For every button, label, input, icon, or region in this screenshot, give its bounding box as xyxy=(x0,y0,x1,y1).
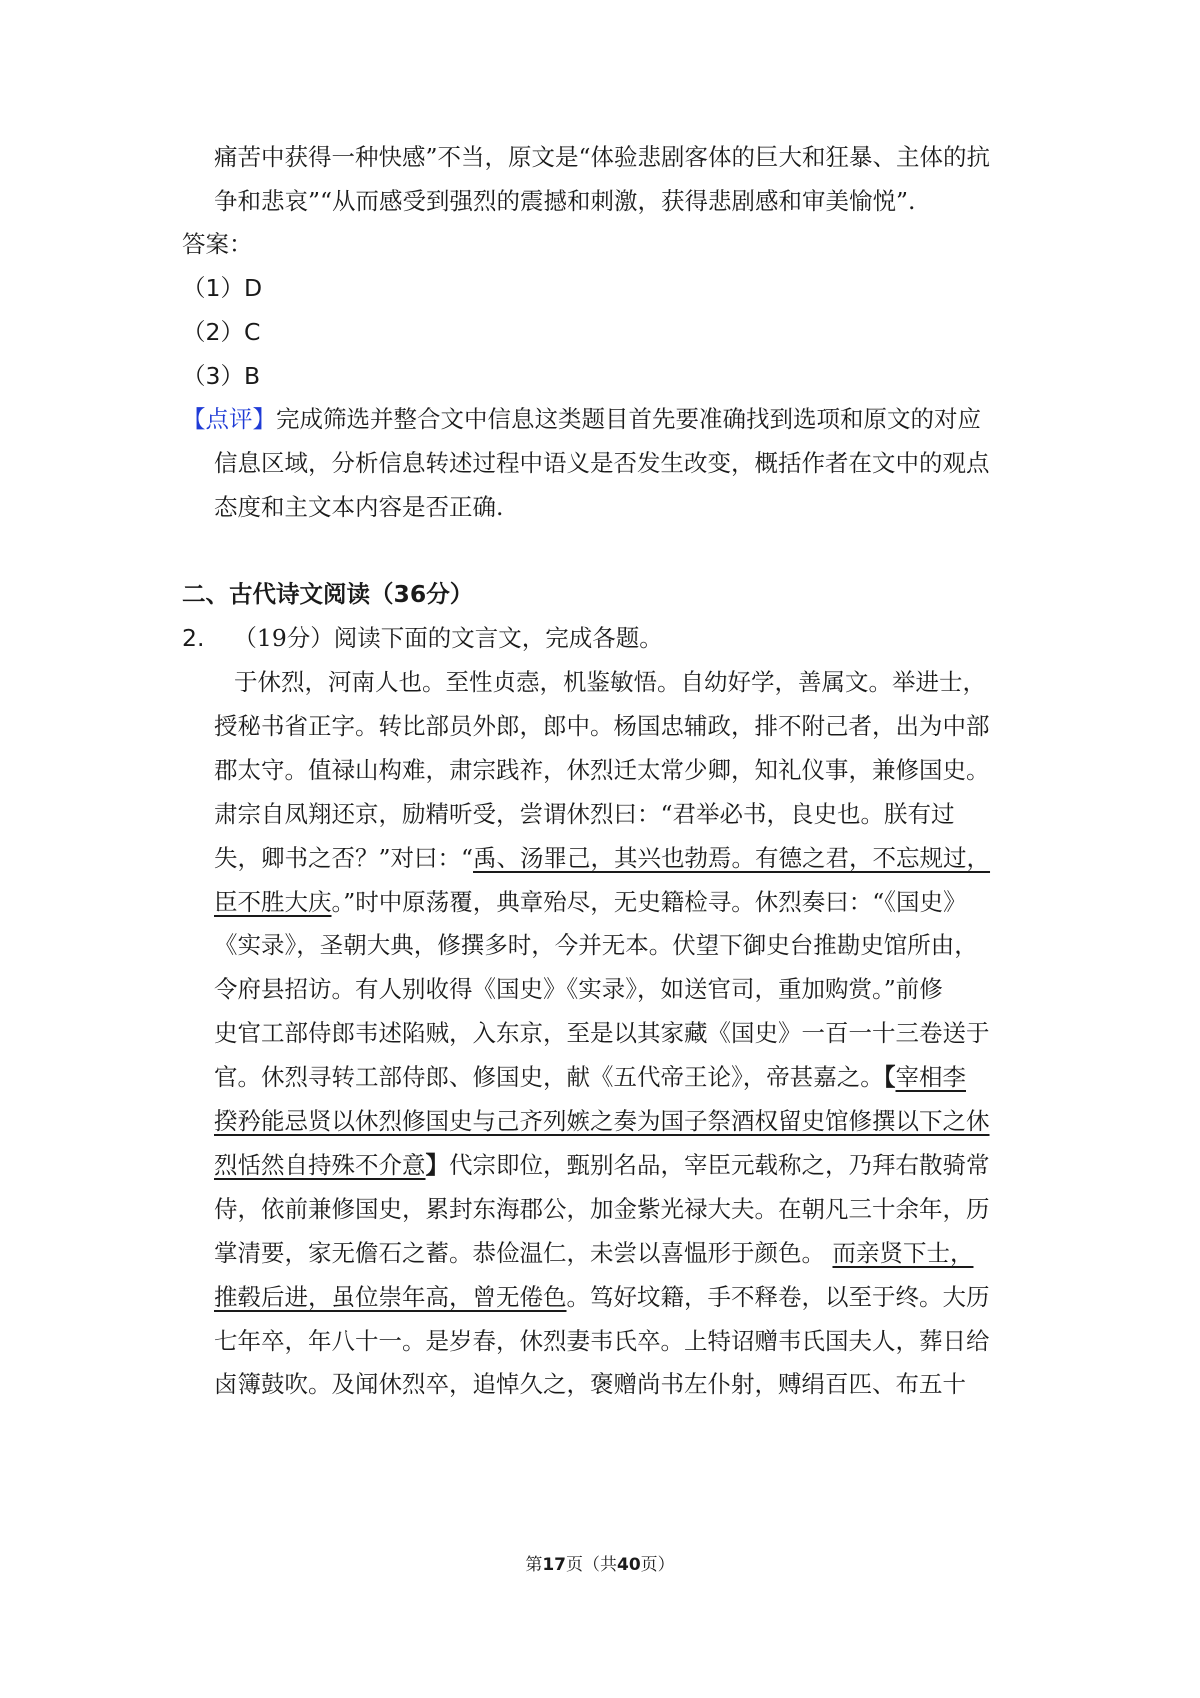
passage-line xyxy=(234,667,986,697)
passage-line xyxy=(214,1018,990,1048)
underlined-text: 禹、汤罪己，其兴也勃焉。有德之君，不忘规过， xyxy=(473,843,991,872)
passage-line xyxy=(214,1282,990,1312)
footer-suffix: 页） xyxy=(640,1555,675,1575)
underlined-text: 宰相李 xyxy=(895,1063,966,1092)
section-heading: 二、古代诗文阅读（36分） xyxy=(182,580,474,608)
comment-line: 态度和主文本内容是否正确. xyxy=(214,493,504,521)
passage-line xyxy=(214,1194,990,1224)
passage-text: 授秘书省正字。转比部员外郎，郎中。杨国忠辅政，排不附己者，出为中部 xyxy=(214,711,990,740)
passage-line xyxy=(214,799,955,829)
question-prompt: （19分）阅读下面的文言文，完成各题。 xyxy=(233,624,663,652)
passage-line xyxy=(214,843,990,873)
passage-text: 侍，依前兼修国史，累封东海郡公，加金紫光禄大夫。在朝凡三十余年，历 xyxy=(214,1194,990,1223)
passage-line xyxy=(214,1369,966,1399)
answer-item: （2）C xyxy=(182,318,261,346)
passage-line xyxy=(214,711,990,741)
passage-text: 卤簿鼓吹。及闻休烈卒，追悼久之，褒赠尚书左仆射，赙绢百匹、布五十 xyxy=(214,1370,966,1399)
passage-text: 掌清要，家无儋石之蓄。恭俭温仁，未尝以喜愠形于颜色。 xyxy=(214,1238,833,1267)
explanation-line: 痛苦中获得一种快感”不当，原文是“体验悲剧客体的巨大和狂暴、主体的抗 xyxy=(214,143,991,171)
footer-total-pages: 40 xyxy=(617,1555,641,1575)
passage-text: 史官工部侍郎韦述陷贼，入东京，至是以其家藏《国史》一百一十三卷送于 xyxy=(214,1019,990,1048)
question-number: 2. xyxy=(182,624,205,652)
passage-text: 七年卒，年八十一。是岁春，休烈妻韦氏卒。上特诏赠韦氏国夫人，葬日给 xyxy=(214,1326,990,1355)
bracket-mark: 【 xyxy=(883,1063,896,1092)
underlined-text: 推毂后进，虽位崇年高，曾无倦色 xyxy=(214,1282,567,1311)
page-footer xyxy=(0,1553,1200,1577)
passage-text: 代宗即位，甄别名品，宰臣元载称之，乃拜右散骑常 xyxy=(449,1150,990,1179)
answer-item: （3）B xyxy=(182,362,261,390)
underlined-text: 揆矜能忌贤以休烈修国史与己齐列嫉之奏为国子祭酒权留史馆修撰以下之休 xyxy=(214,1107,990,1135)
passage-line xyxy=(214,755,990,785)
question-header xyxy=(182,623,663,653)
passage-text: 官。休烈寻转工部侍郎、修国史，献《五代帝王论》，帝甚嘉之。 xyxy=(214,1063,884,1092)
underlined-text: 臣不胜大庆 xyxy=(214,887,332,916)
explanation-line: 争和悲哀”“从而感受到强烈的震撼和刺激，获得悲剧感和审美愉悦”. xyxy=(214,187,916,215)
comment-line xyxy=(182,404,981,434)
answer-label: 答案： xyxy=(182,230,253,258)
passage-text: 郡太守。值禄山构难，肃宗践祚，休烈迁太常少卿，知礼仪事，兼修国史。 xyxy=(214,755,990,784)
passage-text: 肃宗自凤翔还京，励精听受，尝谓休烈曰：“君举必书，良史也。朕有过 xyxy=(214,799,955,828)
passage-line xyxy=(214,1150,990,1180)
passage-line xyxy=(214,1326,990,1356)
passage-text: 《实录》，圣朝大典，修撰多时，今并无本。伏望下御史台推勘史馆所由， xyxy=(214,931,978,960)
comment-line: 信息区域，分析信息转述过程中语义是否发生改变，概括作者在文中的观点 xyxy=(214,449,990,477)
passage-text: 于休烈，河南人也。至性贞悫，机鉴敏悟。自幼好学，善属文。举进士， xyxy=(234,668,986,696)
footer-prefix: 第 xyxy=(525,1555,543,1575)
passage-text: 失，卿书之否？”对曰：“ xyxy=(214,843,474,872)
passage-line xyxy=(214,1106,990,1136)
comment-tag: 【点评】 xyxy=(182,405,276,433)
passage-line xyxy=(214,887,967,917)
footer-middle: 页（共 xyxy=(566,1555,617,1575)
passage-text: 。笃好坟籍，手不释卷，以至于终。大历 xyxy=(566,1282,990,1311)
underlined-text: 烈恬然自持殊不介意 xyxy=(214,1150,426,1179)
passage-line xyxy=(214,1062,966,1092)
passage-line xyxy=(214,974,943,1004)
passage-line xyxy=(214,1238,973,1268)
underlined-text: 而亲贤下士， xyxy=(832,1238,974,1267)
passage-text: 令府县招访。有人别收得《国史》《实录》，如送官司，重加购赏。”前修 xyxy=(214,975,943,1004)
footer-page-number: 17 xyxy=(542,1555,566,1575)
passage-text: 。”时中原荡覆，典章殆尽，无史籍检寻。休烈奏曰：“《国史》 xyxy=(331,887,967,916)
bracket-mark: 】 xyxy=(425,1150,449,1179)
passage-line xyxy=(214,930,978,960)
answer-item: （1）D xyxy=(182,274,263,302)
comment-text: 完成筛选并整合文中信息这类题目首先要准确找到选项和原文的对应 xyxy=(276,405,981,433)
